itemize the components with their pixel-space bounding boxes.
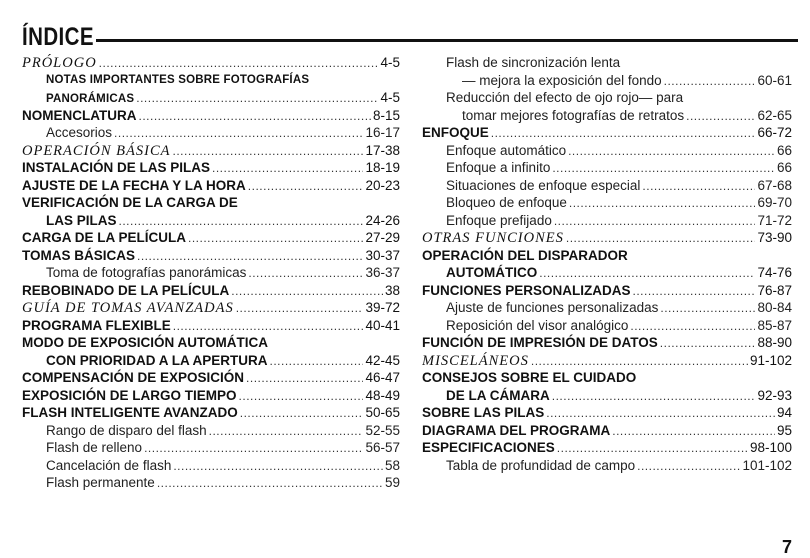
toc-entry-label: MISCELÁNEOS	[422, 352, 529, 369]
toc-entry-label: ENFOQUE	[422, 125, 489, 140]
toc-entry	[422, 159, 792, 177]
toc-entry-label: Ajuste de funciones personalizadas	[446, 300, 659, 315]
dot-leader	[270, 353, 364, 370]
dot-leader	[552, 388, 756, 405]
dot-leader	[554, 213, 756, 230]
toc-entry	[22, 89, 400, 107]
dot-leader	[531, 353, 748, 370]
toc-entry-label: Flash de relleno	[46, 440, 143, 455]
toc-entry-label: AJUSTE DE LA FECHA Y LA HORA	[22, 177, 246, 193]
toc-entry	[422, 457, 792, 475]
dot-leader	[633, 283, 756, 300]
toc-entry	[422, 72, 792, 90]
toc-entry-page: 62-65	[757, 107, 792, 123]
toc-entry-label: CARGA DE LA PELÍCULA	[22, 230, 186, 245]
dot-leader	[660, 300, 755, 317]
toc-entry-label: Flash de sincronización lenta	[446, 55, 621, 70]
toc-entry-page: 101-102	[742, 457, 792, 473]
toc-entry	[22, 334, 400, 352]
toc-entry-label: VERIFICACIÓN DE LA CARGA DE	[22, 195, 238, 210]
index-header	[22, 22, 798, 52]
toc-entry-label: TOMAS BÁSICAS	[22, 247, 136, 263]
toc-entry-page: 98-100	[749, 440, 792, 455]
toc-entry-label: REBOBINADO DE LA PELÍCULA	[22, 282, 230, 298]
toc-entry-page: 95	[776, 422, 792, 438]
dot-leader	[139, 108, 371, 125]
toc-entry	[22, 299, 400, 317]
toc-entry-label: AUTOMÁTICO	[446, 265, 538, 280]
toc-entry-label: — mejora la exposición del fondo	[462, 72, 662, 88]
toc-entry-label: LAS PILAS	[46, 212, 117, 228]
dot-leader	[137, 248, 363, 265]
toc-column-left	[22, 54, 400, 492]
toc-entry-label: COMPENSACIÓN DE EXPOSICIÓN	[22, 370, 245, 385]
toc-entry-label: DIAGRAMA DEL PROGRAMA	[422, 422, 611, 438]
toc-entry-label: Rango de disparo del flash	[46, 422, 207, 438]
toc-entry	[422, 334, 792, 352]
toc-entry-label: FUNCIÓN DE IMPRESIÓN DE DATOS	[422, 335, 658, 350]
toc-entry	[22, 159, 400, 177]
toc-entry	[22, 194, 400, 212]
toc-entry-label: Toma de fotografías panorámicas	[46, 265, 247, 280]
toc-entry-page: 71-72	[757, 212, 792, 228]
dot-leader	[239, 388, 364, 405]
dot-leader	[686, 108, 755, 125]
dot-leader	[231, 283, 383, 300]
toc-entry	[22, 124, 400, 142]
toc-entry	[22, 474, 400, 492]
toc-entry	[422, 247, 792, 265]
dot-leader	[114, 125, 363, 142]
toc-entry-label: Accesorios	[46, 125, 113, 140]
toc-entry	[422, 264, 792, 282]
toc-entry-label: Bloqueo de enfoque	[446, 195, 567, 210]
toc-entry	[422, 387, 792, 405]
toc-entry-page: 56-57	[365, 440, 400, 455]
toc-entry-page: 27-29	[365, 230, 400, 245]
dot-leader	[248, 265, 363, 282]
toc-entry	[422, 282, 792, 300]
toc-entry-page: 59	[384, 475, 400, 490]
dot-leader	[569, 195, 756, 212]
toc-entry-page: 94	[776, 405, 792, 420]
toc-entry-label: OTRAS FUNCIONES	[422, 230, 564, 246]
dot-leader	[637, 458, 740, 475]
toc-entry-label: FLASH INTELIGENTE AVANZADO	[22, 405, 238, 420]
toc-entry	[422, 299, 792, 317]
toc-entry-label: ESPECIFICACIONES	[422, 440, 555, 455]
dot-leader	[664, 73, 756, 90]
toc-entry-label: OPERACIÓN BÁSICA	[22, 142, 171, 159]
toc-entry-page: 50-65	[365, 405, 400, 420]
toc-entry-label: Situaciones de enfoque especial	[446, 177, 641, 193]
toc-entry-page: 92-93	[757, 387, 792, 403]
toc-column-right	[422, 54, 792, 474]
dot-leader	[630, 318, 755, 335]
toc-entry-page: 58	[384, 457, 400, 473]
toc-entry-page: 76-87	[757, 282, 792, 298]
toc-entry-page: 88-90	[757, 335, 792, 350]
dot-leader	[136, 90, 378, 107]
toc-entry-page: 69-70	[757, 195, 792, 210]
toc-entry	[22, 439, 400, 457]
toc-entry-page: 85-87	[757, 317, 792, 333]
toc-entry-page: 16-17	[365, 125, 400, 140]
toc-entry-page: 74-76	[757, 265, 792, 280]
toc-entry-page: 36-37	[365, 265, 400, 280]
toc-entry-page: 4-5	[380, 55, 400, 70]
toc-entry-label: CONSEJOS SOBRE EL CUIDADO	[422, 370, 637, 385]
title-rule	[96, 39, 798, 42]
toc-entry	[422, 317, 792, 335]
toc-entry-page: 39-72	[365, 300, 400, 315]
toc-entry-page: 67-68	[757, 177, 792, 193]
toc-entry	[422, 177, 792, 195]
toc-entry-page: 4-5	[380, 90, 400, 105]
dot-leader	[173, 318, 364, 335]
dot-leader	[236, 300, 364, 317]
toc-entry	[22, 369, 400, 387]
toc-entry	[422, 369, 792, 387]
toc-entry	[422, 54, 792, 72]
toc-entry	[22, 282, 400, 300]
toc-entry-page: 60-61	[757, 72, 792, 88]
toc-entry	[22, 387, 400, 405]
dot-leader	[173, 143, 364, 160]
toc-entry-label: MODO DE EXPOSICIÓN AUTOMÁTICA	[22, 335, 269, 350]
dot-leader	[642, 178, 755, 195]
toc-entry-page: 80-84	[757, 300, 792, 315]
toc-entry	[22, 142, 400, 160]
toc-entry-label: FUNCIONES PERSONALIZADAS	[422, 282, 631, 298]
dot-leader	[144, 440, 363, 457]
toc-entry	[22, 457, 400, 475]
toc-entry-label: DE LA CÁMARA	[446, 387, 550, 403]
toc-entry-page: 8-15	[372, 107, 400, 123]
toc-entry	[422, 422, 792, 440]
toc-entry	[22, 352, 400, 370]
toc-entry-label: EXPOSICIÓN DE LARGO TIEMPO	[22, 387, 237, 403]
toc-entry	[22, 177, 400, 195]
toc-entry-page: 73-90	[757, 230, 792, 245]
toc-entry-label: SOBRE LAS PILAS	[422, 405, 545, 420]
toc-entry-label: Flash permanente	[46, 475, 155, 490]
toc-entry-label: Tabla de profundidad de campo	[446, 457, 636, 473]
dot-leader	[212, 160, 363, 177]
toc-entry-label: CON PRIORIDAD A LA APERTURA	[46, 352, 268, 368]
toc-entry	[422, 404, 792, 422]
toc-entry	[422, 142, 792, 160]
toc-entry-page: 20-23	[365, 177, 400, 193]
toc-entry-label: Cancelación de flash	[46, 457, 172, 473]
toc-entry-label: Enfoque a infinito	[446, 160, 551, 175]
toc-entry-page: 66-72	[757, 125, 792, 140]
toc-entry-page: 42-45	[365, 352, 400, 368]
toc-entry	[22, 247, 400, 265]
toc-entry	[22, 317, 400, 335]
dot-leader	[546, 405, 775, 422]
dot-leader	[491, 125, 756, 142]
toc-entry-label: Reposición del visor analógico	[446, 317, 629, 333]
toc-entry-label: Enfoque automático	[446, 142, 567, 158]
dot-leader	[248, 178, 364, 195]
toc-entry-page: 91-102	[749, 352, 792, 368]
toc-entry-label: PROGRAMA FLEXIBLE	[22, 317, 171, 333]
toc-entry	[22, 404, 400, 422]
toc-entry-label: NOTAS IMPORTANTES SOBRE FOTOGRAFÍAS	[46, 73, 310, 86]
toc-entry-label: Enfoque prefijado	[446, 212, 552, 228]
toc-entry-page: 46-47	[365, 370, 400, 385]
toc-entry	[22, 72, 400, 90]
toc-entry	[22, 212, 400, 230]
toc-entry-page: 18-19	[365, 160, 400, 175]
toc-entry-page: 66	[776, 142, 792, 158]
toc-entry	[422, 439, 792, 457]
toc-entry	[422, 229, 792, 247]
toc-entry	[22, 264, 400, 282]
toc-entry	[422, 124, 792, 142]
toc-entry-label: GUÍA DE TOMAS AVANZADAS	[22, 300, 234, 316]
dot-leader	[188, 230, 363, 247]
toc-entry	[422, 352, 792, 370]
dot-leader	[539, 265, 755, 282]
page-number: 7	[781, 537, 792, 557]
toc-entry	[422, 107, 792, 125]
toc-entry-page: 40-41	[365, 317, 400, 333]
toc-entry	[22, 422, 400, 440]
toc-entry-page: 30-37	[365, 247, 400, 263]
toc-entry-label: OPERACIÓN DEL DISPARADOR	[422, 247, 628, 263]
dot-leader	[240, 405, 364, 422]
toc-entry	[422, 212, 792, 230]
dot-leader	[157, 475, 383, 492]
toc-entry	[422, 194, 792, 212]
toc-entry-page: 38	[384, 282, 400, 298]
toc-entry	[422, 89, 792, 107]
toc-entry-label: NOMENCLATURA	[22, 107, 137, 123]
page-title: ÍNDICE	[22, 23, 94, 51]
toc-entry-page: 48-49	[365, 387, 400, 403]
toc-entry-label: PRÓLOGO	[22, 55, 97, 71]
toc-entry-page: 24-26	[365, 212, 400, 228]
dot-leader	[99, 55, 379, 72]
dot-leader	[557, 440, 748, 457]
dot-leader	[660, 335, 756, 352]
toc-entry-label: PANORÁMICAS	[46, 93, 135, 105]
dot-leader	[568, 143, 775, 160]
toc-entry	[22, 229, 400, 247]
toc-entry	[22, 107, 400, 125]
toc-entry-page: 52-55	[365, 422, 400, 438]
dot-leader	[173, 458, 383, 475]
dot-leader	[552, 160, 775, 177]
toc-entry-label: Reducción del efecto de ojo rojo— para	[446, 90, 684, 105]
dot-leader	[612, 423, 775, 440]
dot-leader	[246, 370, 363, 387]
toc-entry-page: 17-38	[365, 142, 400, 158]
dot-leader	[209, 423, 364, 440]
toc-entry-label: tomar mejores fotografías de retratos	[462, 107, 685, 123]
toc-entry-label: INSTALACIÓN DE LAS PILAS	[22, 160, 211, 175]
dot-leader	[119, 213, 364, 230]
dot-leader	[566, 230, 756, 247]
toc-entry	[22, 54, 400, 72]
toc-entry-page: 66	[776, 160, 792, 175]
